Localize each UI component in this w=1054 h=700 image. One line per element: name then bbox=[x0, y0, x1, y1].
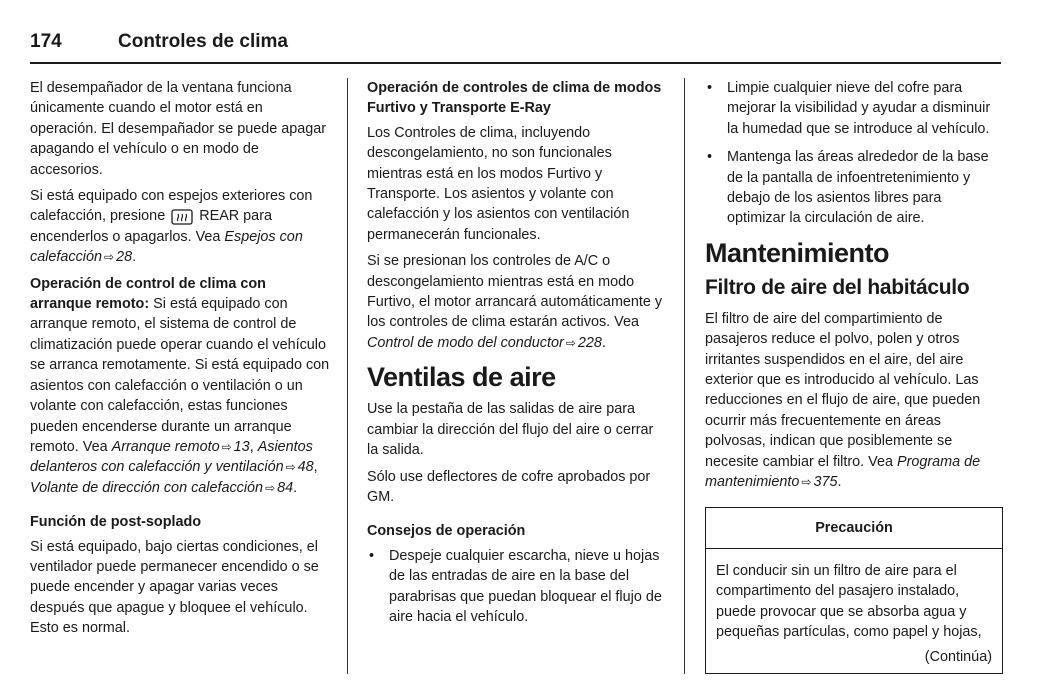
maintenance-heading: Mantenimiento bbox=[705, 237, 890, 268]
page-ref-arrow-icon: ⇨ bbox=[104, 250, 115, 265]
air-vents-paragraph-1: Use la pestaña de las salidas de aire para cambiar la dirección del flujo del aire o cerrar la salida. bbox=[367, 401, 654, 459]
column-2 bbox=[367, 78, 667, 635]
stealth-mode-heading: Operación de controles de clima de modos Furtivo y Transporte E-Ray bbox=[367, 80, 662, 117]
page-number: 174 bbox=[30, 31, 62, 52]
bullet-icon: • bbox=[707, 149, 713, 166]
caution-body bbox=[706, 549, 1002, 673]
post-blow-heading: Función de post-soplado bbox=[30, 514, 202, 531]
link-heated-wheel[interactable]: Volante de dirección con calefacción bbox=[30, 479, 264, 496]
stealth-paragraph-1: Los Controles de clima, incluyendo descongelamiento, no son funcionales mientras está en los modos Furtivo y Transporte. Los asientos y volante con calefacción y los asientos con ventilación permanecerán funcionales. bbox=[367, 124, 630, 243]
page-ref-arrow-icon: ⇨ bbox=[285, 460, 296, 475]
remote-start-heading: Operación de control de clima con arranque remoto: bbox=[30, 275, 266, 313]
link-remote-start[interactable]: Arranque remoto bbox=[111, 438, 220, 455]
remote-start-paragraph: Operación de control de clima con arranque remoto: Si está equipado con arranque remoto, el sistema de control de climatización puede operar cuando el vehículo se arranca remotamente. Si está equipado con asientos con calefacción o ventilación o un volante con calefacción, estas funciones pueden encenderse durante un arranque remoto. Vea Arranque remoto ⇨ 13, Asientos delanteros con calefacción y ventilación ⇨ 48, Volante de dirección con calefacción ⇨ 84. bbox=[30, 275, 330, 496]
column-divider-2 bbox=[684, 78, 685, 674]
link-heated-seats[interactable]: Asientos delanteros con calefacción y ventilación bbox=[30, 438, 313, 476]
air-vents-heading: Ventilas de aire bbox=[367, 362, 556, 393]
heated-mirrors-paragraph: Si está equipado con espejos exteriores con calefacción, presione REAR para encenderlos o apagarlos. Vea Espejos con calefacción ⇨ 28. bbox=[30, 188, 313, 266]
tips-list-continued bbox=[705, 78, 1003, 229]
rear-defrost-icon bbox=[171, 209, 193, 225]
link-driver-mode[interactable]: Control de modo del conductor bbox=[367, 334, 564, 351]
tips-list bbox=[367, 546, 667, 628]
post-blow-paragraph: Si está equipado, bajo ciertas condiciones, el ventilador puede permanecer encendido o se puede encender y apagar varias veces después que apague y bloquee el vehículo. Esto es normal. bbox=[30, 538, 319, 637]
cabin-filter-heading: Filtro de aire del habitáculo bbox=[705, 275, 970, 299]
page-ref-arrow-icon: ⇨ bbox=[565, 335, 576, 350]
caution-text: El conducir sin un filtro de aire para el compartimento del pasajero instalado, puede provocar que se absorba agua y pequeñas partículas, como papel y hojas, bbox=[716, 562, 982, 641]
page-ref-arrow-icon: ⇨ bbox=[801, 475, 812, 490]
column-divider-1 bbox=[347, 78, 348, 674]
stealth-paragraph-2: Si se presionan los controles de A/C o descongelamiento mientras está en modo Furtivo, el motor arrancará automáticamente y los controles de clima estarán activos. Vea Control de modo del conductor ⇨ 228. bbox=[367, 253, 663, 351]
cabin-filter-paragraph: El filtro de aire del compartimiento de pasajeros reduce el polvo, polen y otros irritantes suspendidos en el aire, del aire exterior que es introducido al vehículo. Las reducciones en el flujo de aire, que pueden ocurrir más frecuentemente en áreas polvosas, indican que posiblemente se necesite cambiar el filtro. Vea Programa de mantenimiento ⇨ 375. bbox=[705, 310, 981, 491]
caution-title: Precaución bbox=[706, 508, 1002, 549]
list-item: • Despeje cualquier escarcha, nieve u hojas de las entradas de aire en la base del parabrisas que puedan bloquear el flujo de aire hacia el vehículo. bbox=[369, 547, 662, 625]
page-ref-arrow-icon: ⇨ bbox=[265, 480, 276, 495]
bullet-icon: • bbox=[369, 547, 375, 564]
column-3 bbox=[705, 78, 1003, 674]
page-ref-arrow-icon: ⇨ bbox=[221, 439, 232, 454]
caution-box bbox=[705, 507, 1003, 674]
link-heated-mirrors[interactable]: Espejos con calefacción bbox=[30, 228, 303, 266]
air-vents-paragraph-2: Sólo use deflectores de cofre aprobados por GM. bbox=[367, 468, 651, 505]
running-title: Controles de clima bbox=[118, 31, 288, 52]
link-maintenance-schedule[interactable]: Programa de mantenimiento bbox=[705, 453, 981, 491]
page-header bbox=[30, 28, 1001, 64]
continued-label: (Continúa) bbox=[924, 648, 992, 665]
column-1 bbox=[30, 78, 330, 645]
defroster-paragraph: El desempañador de la ventana funciona únicamente cuando el motor está en operación. El desempañador se puede apagar apagando el vehículo o en modo de accesorios. bbox=[30, 80, 327, 178]
list-item: • Mantenga las áreas alrededor de la base de la pantalla de infoentretenimiento y debajo de los asientos libres para optimizar la circulación de aire. bbox=[707, 149, 989, 227]
bullet-icon: • bbox=[707, 80, 713, 96]
operation-tips-heading: Consejos de operación bbox=[367, 523, 526, 540]
list-item: • Limpie cualquier nieve del cofre para mejorar la visibilidad y ayudar a disminuir la humedad que se introduce al vehículo. bbox=[707, 80, 991, 137]
